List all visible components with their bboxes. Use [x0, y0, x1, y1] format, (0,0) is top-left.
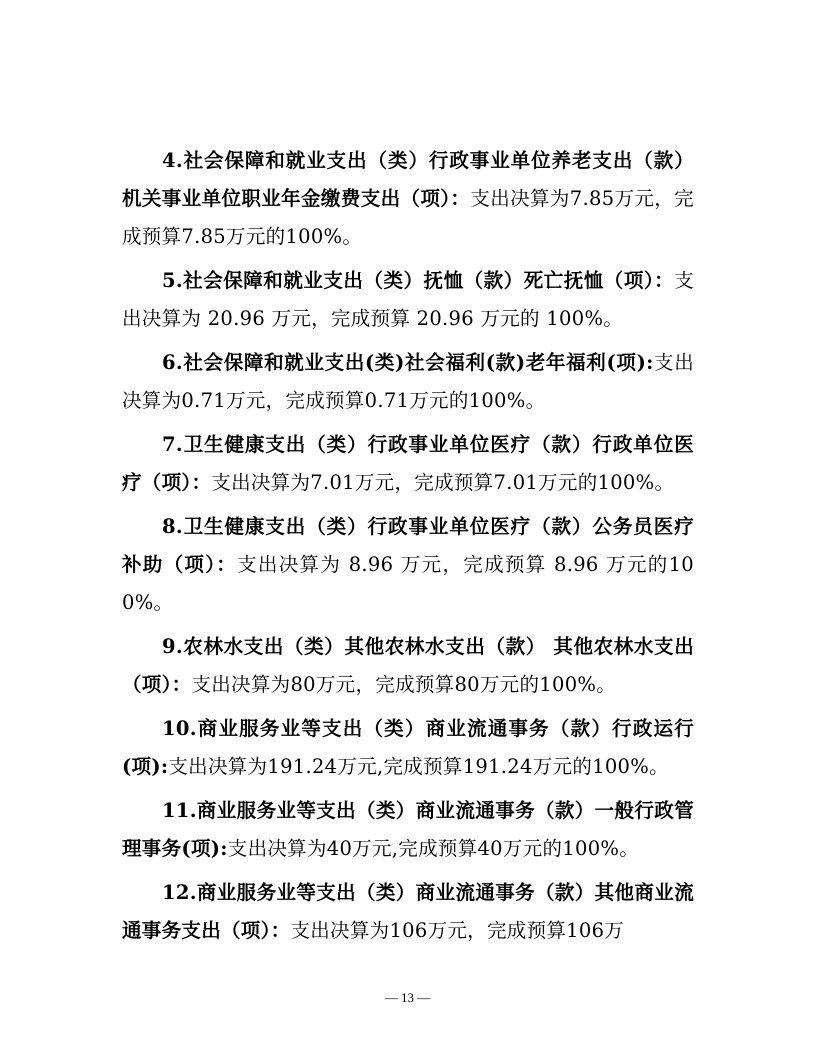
paragraph-heading: 10.商业服务业等支出（类）商业流通事务（款）行政运行(项):: [122, 717, 694, 778]
paragraph-heading: 11.商业服务业等支出（类）商业流通事务（款）一般行政管理事务(项):: [122, 799, 694, 860]
paragraph-item-7: [122, 426, 694, 502]
paragraph-item-10: [122, 710, 694, 786]
paragraph-text: 支出决算为0.71万元，完成预算0.71万元的100%。: [122, 351, 694, 412]
paragraph-item-4: [122, 142, 694, 256]
paragraph-heading: 6.社会保障和就业支出(类)社会福利(款)老年福利(项):: [162, 351, 654, 374]
paragraph-text: 支出决算为 20.96 万元，完成预算 20.96 万元的 100%。: [122, 269, 694, 330]
document-body: [122, 142, 694, 956]
paragraph-heading: 5.社会保障和就业支出（类）抚恤（款）死亡抚恤（项）：: [162, 269, 675, 292]
paragraph-text: 支出决算为 8.96 万元，完成预算 8.96 万元的100%。: [122, 553, 694, 614]
paragraph-heading: 7.卫生健康支出（类）行政事业单位医疗（款）行政单位医疗（项）：: [122, 433, 694, 494]
paragraph-text: 支出决算为40万元,完成预算40万元的100%。: [227, 837, 640, 860]
paragraph-text: 支出决算为191.24万元,完成预算191.24万元的100%。: [168, 755, 669, 778]
paragraph-item-12: [122, 874, 694, 950]
paragraph-text: 支出决算为7.01万元，完成预算7.01万元的100%。: [211, 471, 675, 494]
paragraph-text: 支出决算为7.85万元，完成预算7.85万元的100%。: [122, 187, 694, 248]
paragraph-heading: 4.社会保障和就业支出（类）行政事业单位养老支出（款）机关事业单位职业年金缴费支出（项）：: [122, 149, 694, 210]
page-number: — 13 —: [384, 990, 431, 1005]
paragraph-item-6: [122, 344, 694, 420]
paragraph-item-9: [122, 628, 694, 704]
paragraph-heading: 12.商业服务业等支出（类）商业流通事务（款）其他商业流通事务支出（项）：: [122, 881, 694, 942]
paragraph-text: 支出决算为80万元，完成预算80万元的100%。: [191, 673, 617, 696]
paragraph-item-8: [122, 508, 694, 622]
paragraph-item-5: [122, 262, 694, 338]
paragraph-text: 支出决算为106万元，完成预算106万: [290, 919, 625, 942]
paragraph-heading: 9.农林水支出（类）其他农林水支出（款） 其他农林水支出（项）：: [122, 635, 694, 696]
paragraph-item-11: [122, 792, 694, 868]
paragraph-heading: 8.卫生健康支出（类）行政事业单位医疗（款）公务员医疗补助（项）：: [122, 515, 694, 576]
